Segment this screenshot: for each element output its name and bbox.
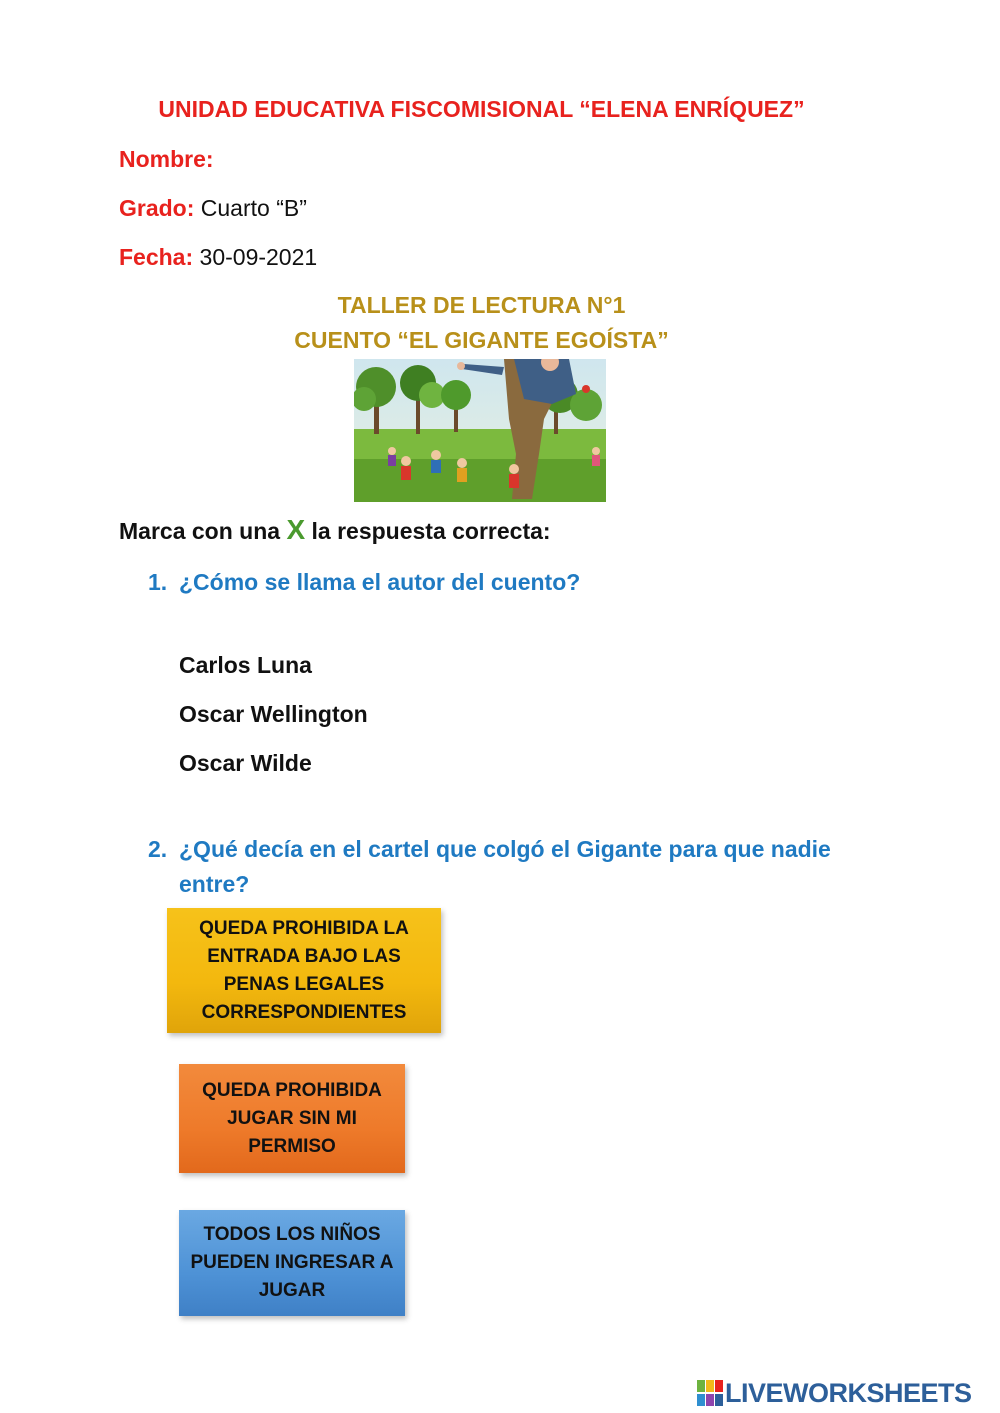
answer-card-entrada-prohibida[interactable] bbox=[167, 908, 441, 1033]
answer-card-jugar-sin-permiso[interactable] bbox=[179, 1064, 405, 1173]
fecha-label: Fecha: bbox=[119, 244, 194, 270]
option-oscar-wellington[interactable]: Oscar Wellington bbox=[179, 701, 368, 727]
answer-card-todos-los-ninos[interactable] bbox=[179, 1210, 405, 1316]
story-title: CUENTO “EL GIGANTE EGOÍSTA” bbox=[294, 327, 669, 353]
instruction-before: Marca con una bbox=[119, 518, 281, 544]
nombre-field bbox=[119, 146, 214, 173]
option-oscar-wilde[interactable]: Oscar Wilde bbox=[179, 750, 312, 776]
question-2-number: 2. bbox=[148, 836, 168, 862]
nombre-label: Nombre: bbox=[119, 146, 214, 172]
liveworksheets-logo-icon bbox=[697, 1380, 723, 1406]
question-2 bbox=[148, 832, 868, 902]
instruction-after: la respuesta correcta: bbox=[311, 518, 551, 544]
grado-label: Grado: bbox=[119, 195, 195, 221]
illustration-drawing bbox=[354, 359, 606, 502]
liveworksheets-wordmark: LIVEWORKSHEETS bbox=[725, 1377, 972, 1408]
question-2-text: ¿Qué decía en el cartel que colgó el Gigante para que nadie entre? bbox=[179, 836, 831, 897]
fecha-value: 30-09-2021 bbox=[199, 244, 318, 270]
grado-field bbox=[119, 195, 307, 222]
answer-card-3-text: TODOS LOS NIÑOS PUEDEN INGRESAR A JUGAR bbox=[190, 1224, 394, 1301]
question-1-number: 1. bbox=[148, 569, 168, 595]
fecha-field bbox=[119, 244, 317, 271]
grado-value: Cuarto “B” bbox=[200, 195, 307, 221]
school-name: UNIDAD EDUCATIVA FISCOMISIONAL “ELENA ENRÍQUEZ” bbox=[158, 96, 805, 122]
question-1 bbox=[148, 565, 868, 600]
x-mark: X bbox=[286, 514, 306, 545]
question-1-text: ¿Cómo se llama el autor del cuento? bbox=[179, 569, 581, 595]
answer-card-2-text: QUEDA PROHIBIDA JUGAR SIN MI PERMISO bbox=[202, 1079, 382, 1157]
giant-story-illustration bbox=[354, 359, 606, 502]
worksheet-title: TALLER DE LECTURA N°1 bbox=[337, 292, 626, 318]
liveworksheets-brand bbox=[697, 1378, 972, 1408]
answer-card-1-text: QUEDA PROHIBIDA LA ENTRADA BAJO LAS PENAS LEGALES CORRESPONDIENTES bbox=[199, 917, 409, 1023]
instruction bbox=[119, 514, 551, 546]
option-carlos-luna[interactable]: Carlos Luna bbox=[179, 652, 312, 678]
